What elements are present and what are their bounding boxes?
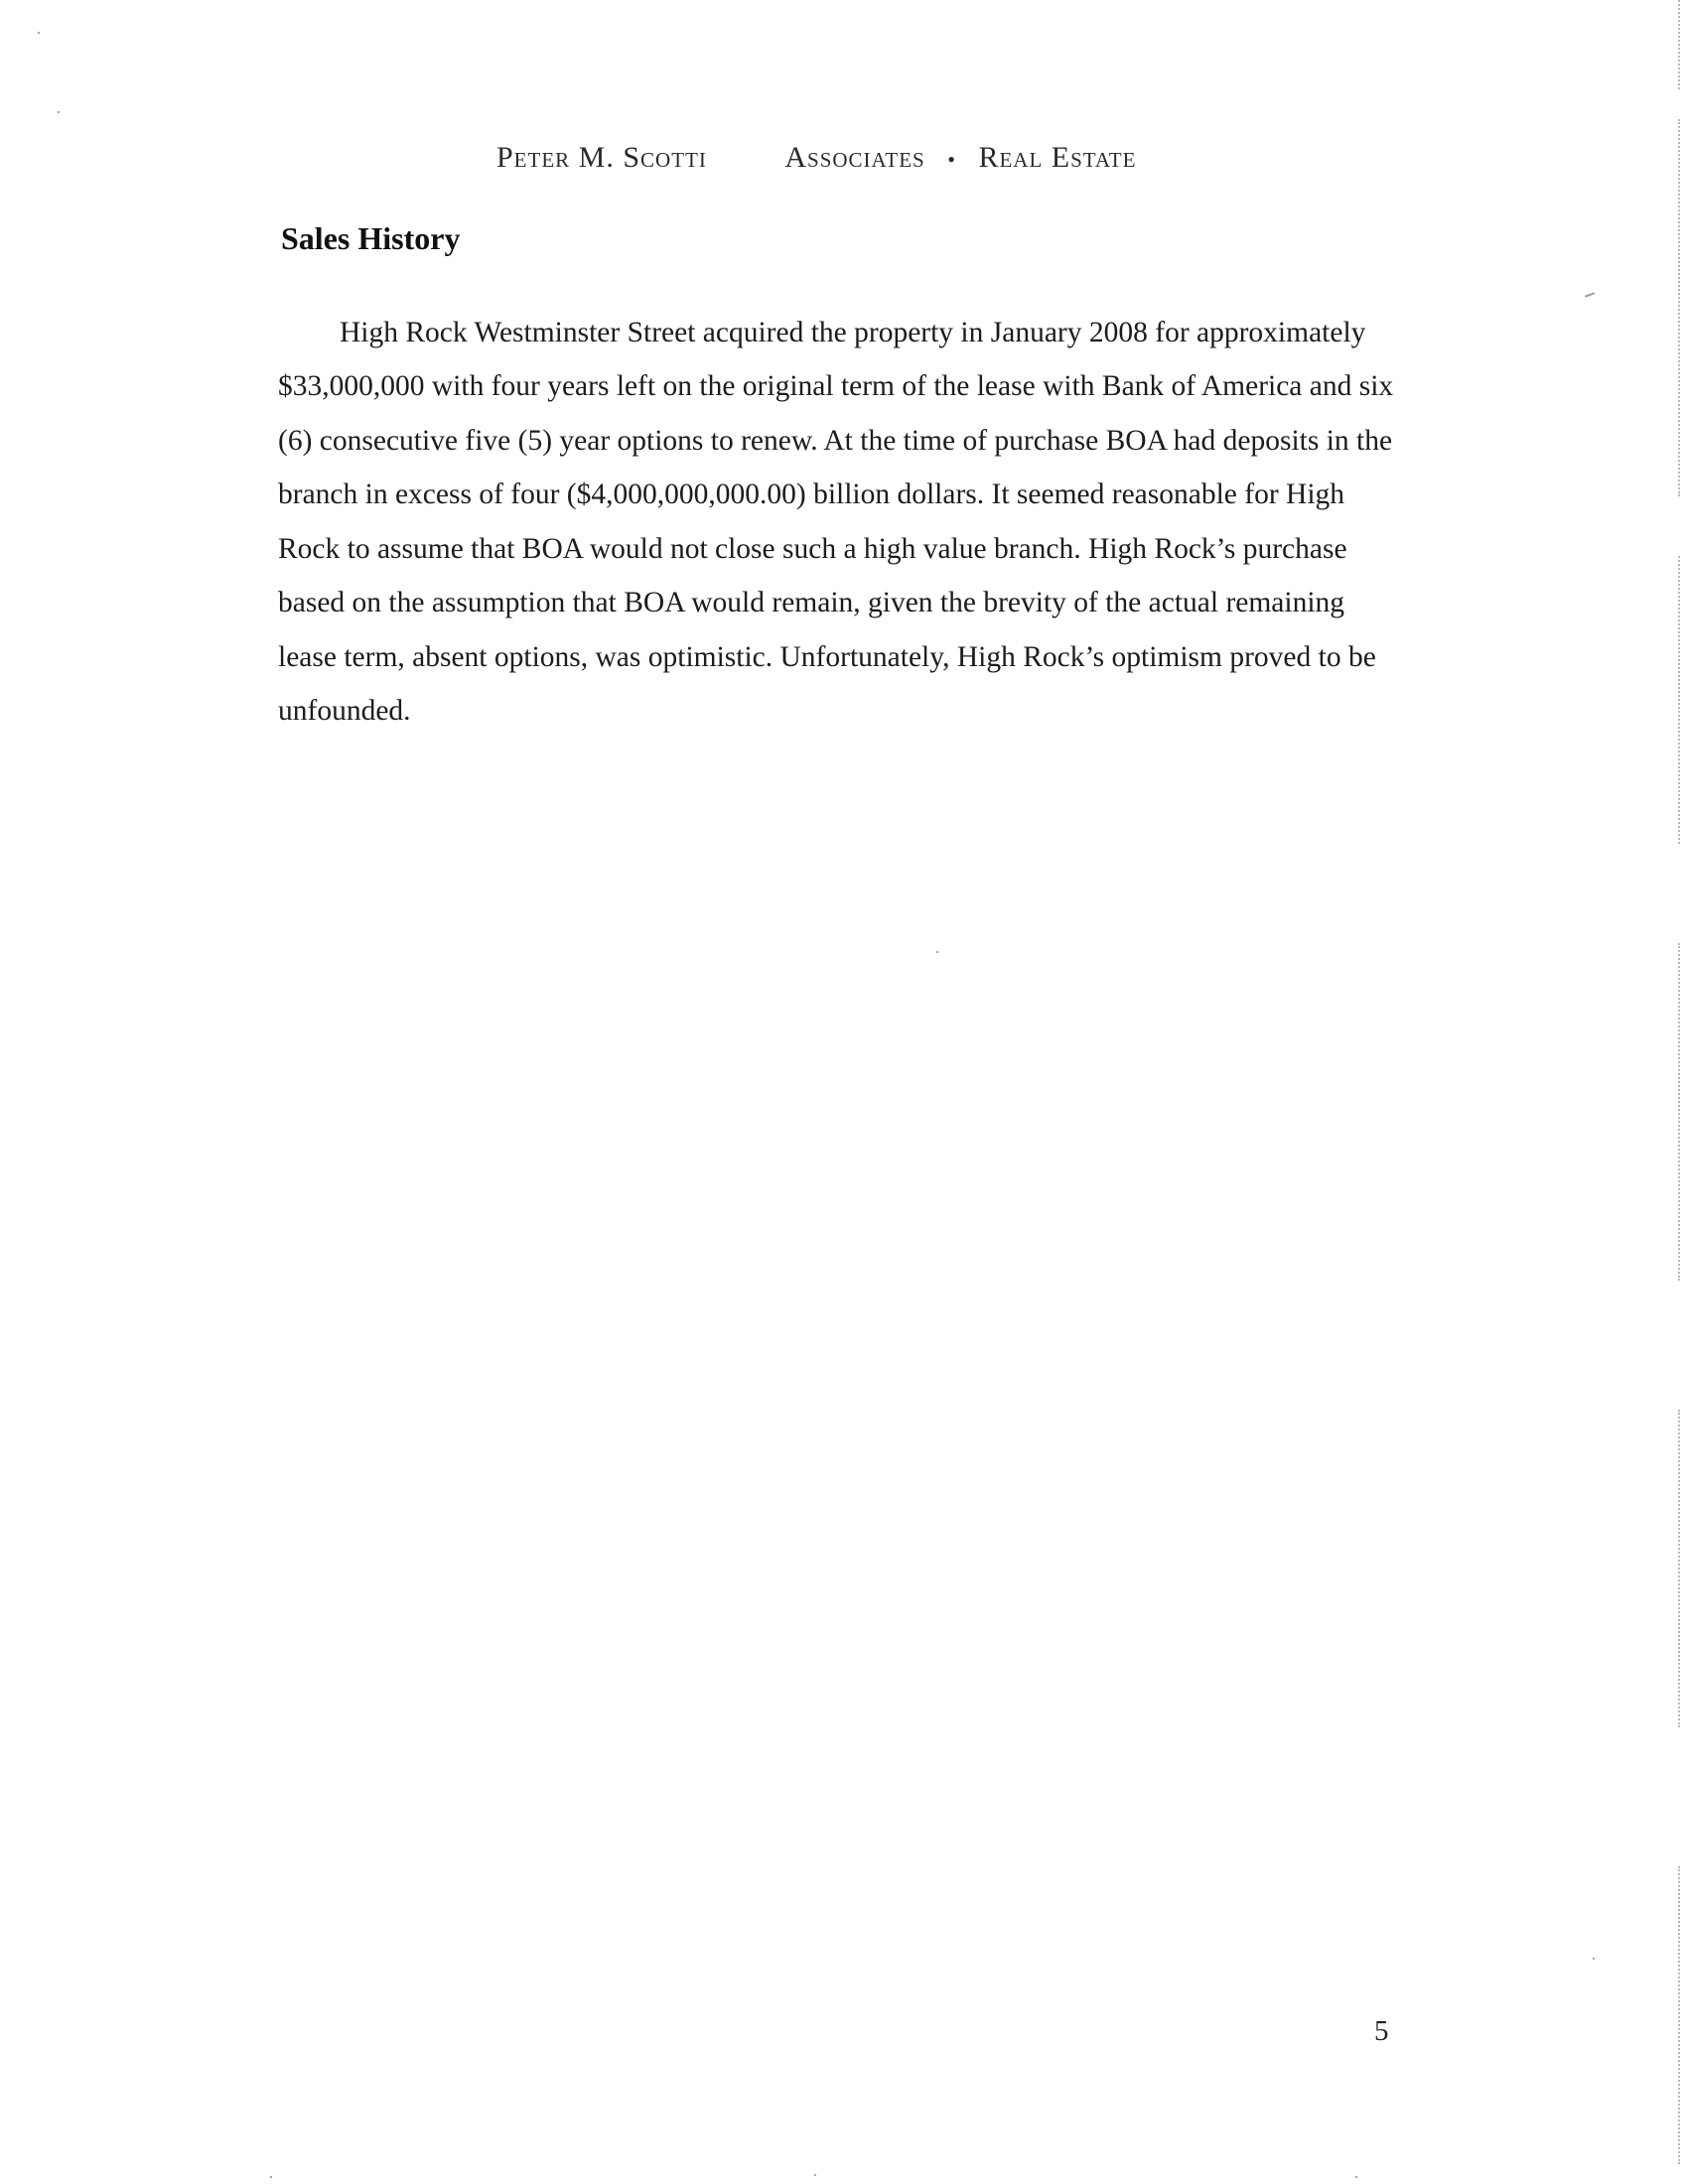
scan-speck xyxy=(1355,2176,1357,2178)
scan-edge-artifact xyxy=(1678,556,1682,844)
letterhead xyxy=(496,141,1211,175)
scan-edge-artifact xyxy=(1678,943,1682,1281)
scan-edge-artifact xyxy=(1678,0,1682,89)
letterhead-firm-associates: Associates xyxy=(784,141,925,174)
page-number: 5 xyxy=(1374,2015,1389,2047)
letterhead-firm-real-estate: Real Estate xyxy=(978,141,1137,174)
letterhead-firm xyxy=(784,141,1136,175)
scan-edge-artifact xyxy=(1678,1410,1682,1727)
body-paragraph: High Rock Westminster Street acquired the property in January 2008 for approximately $33,000,000 with four years left on the original term of the lease with Bank of America and six (6) consecutive five (5) year options to renew. At the time of purchase BOA had deposits in the branch in excess of four ($4,000,000,000.00) billion dollars. It seemed reasonable for High Rock to assume that BOA would not close such a high value branch. High Rock’s purchase based on the assumption that BOA would remain, given the brevity of the actual remaining lease term, absent options, was optimistic. Unfortunately, High Rock’s optimism proved to be unfounded. xyxy=(278,316,1394,727)
section-heading: Sales History xyxy=(281,220,461,256)
letterhead-name: Peter M. Scotti xyxy=(496,141,707,174)
scan-speck xyxy=(814,2174,816,2176)
scan-speck xyxy=(270,2176,272,2178)
scan-edge-artifact xyxy=(1678,1866,1682,2164)
scan-edge-artifact xyxy=(1678,119,1682,496)
scan-speck xyxy=(58,111,60,113)
scan-speck xyxy=(1593,1958,1595,1960)
letterhead-bullet: • xyxy=(947,147,956,173)
scan-mark xyxy=(1585,292,1595,297)
scan-speck xyxy=(38,32,40,34)
scan-speck xyxy=(936,951,938,953)
